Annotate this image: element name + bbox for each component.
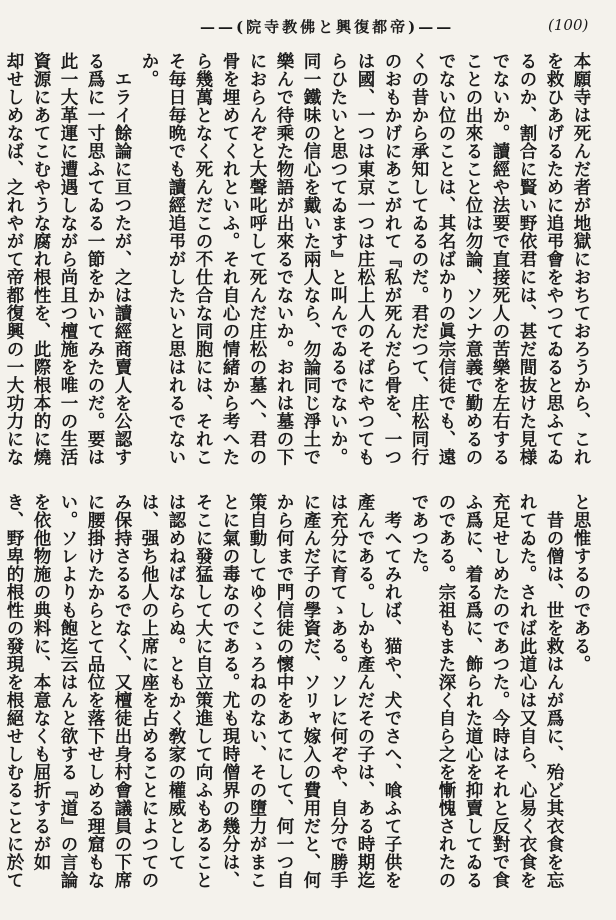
page-number: (100) — [548, 16, 589, 34]
upper-text-block — [4, 52, 594, 472]
running-title: ——(院寺教佛と興復都帝)—— — [200, 18, 455, 36]
page-header — [0, 12, 616, 42]
paragraph: 考へてみれば、猫や、犬でさへ、喰ふて子供を產んである。しかも產んだその子は、ある時期迄は充分に育てゝある。ソレに何ぞや、自分で勝手に產んだ子の學資だ、ソリャ嫁入の費用だと、何から何まで門信徒の懷中をあてにして、何一つ自策自動してゆくこゝろねのない、その墮力がまことに氣の毒なのである。尤も現時僧界の幾分は、そこに發猛して大に自立策進して向ふもあることは認めねばならぬ。ともかく敎家の權威としては、强ち他人の上席に座を占めることによつてのみ保持さるるでなく、又檀徒出身村會議員の下席に腰掛けたからとて品位を落下せしめる理窟もない。ソレよりも飽迄云はんと欲する『道』の言論を依他物施の典料に、本意なくも屈折するが如き、野卑的根性の發現を根絕せしむることに於て — [4, 493, 402, 889]
paragraph: 昔の僧は、世を救はんが爲に、殆ど其衣食を忘れてゐた。されば此道心は又自ら、心易く衣食を充足せしめたのであつた。今時はそれと反對で食ふ爲に、着る爲に、飾られた道心を抑賣してゐるのである。宗祖もまた深く自ら之を慚愧されたのであつた。 — [409, 493, 564, 889]
paragraph: と思惟するのである。 — [571, 493, 591, 673]
lower-text-block — [4, 493, 594, 903]
paragraph: 本願寺は死んだ者が地獄におちておろうから、これを救ひあげるために追弔會をやつてゐると思ふてゐるのか、割合に賢い野依君には、甚だ間抜けた見様でないか。讀經や法要で直接死人の苦樂を左右することの出來ること位は勿論、ソンナ意義で勤めるのでない位のことは、其名ばかりの眞宗信徒でも、遠くの昔から承知してゐるのだ。君だつて、庄松同行のおもかげにあこがれて『私が死んだら骨を、一つは國、一つは東京一つは庄松上人のそばにやつてもらひたいと思つてゐます』と叫んでゐるでないか。同一鐵味の信心を戴いた兩人なら、勿論同じ淨土で樂んで待乘た物語が出來るでないか。おれは墓の下におらんぞと大聲叱呼して死んだ庄松の墓へ、君の骨を埋めてくれといふ。それ自心の情緒から考へたら幾萬となく死んだこの不仕合な同胞には、それこそ毎日毎晩でも讀經追弔がしたいと思はれるでないか。 — [139, 52, 591, 466]
paragraph: エライ餘論に亘つたが、之は讀經商賣人を公認する爲に一寸思ふてゐる一節をかいてみたのだ。要は此一大革運に遭遇しながら尚且つ檀施を唯一の生活資源にあてこむやうな腐れ根性を、此際根本的に燒却せしめなば、之れやがて帝都復興の一大功力にな — [4, 52, 132, 466]
